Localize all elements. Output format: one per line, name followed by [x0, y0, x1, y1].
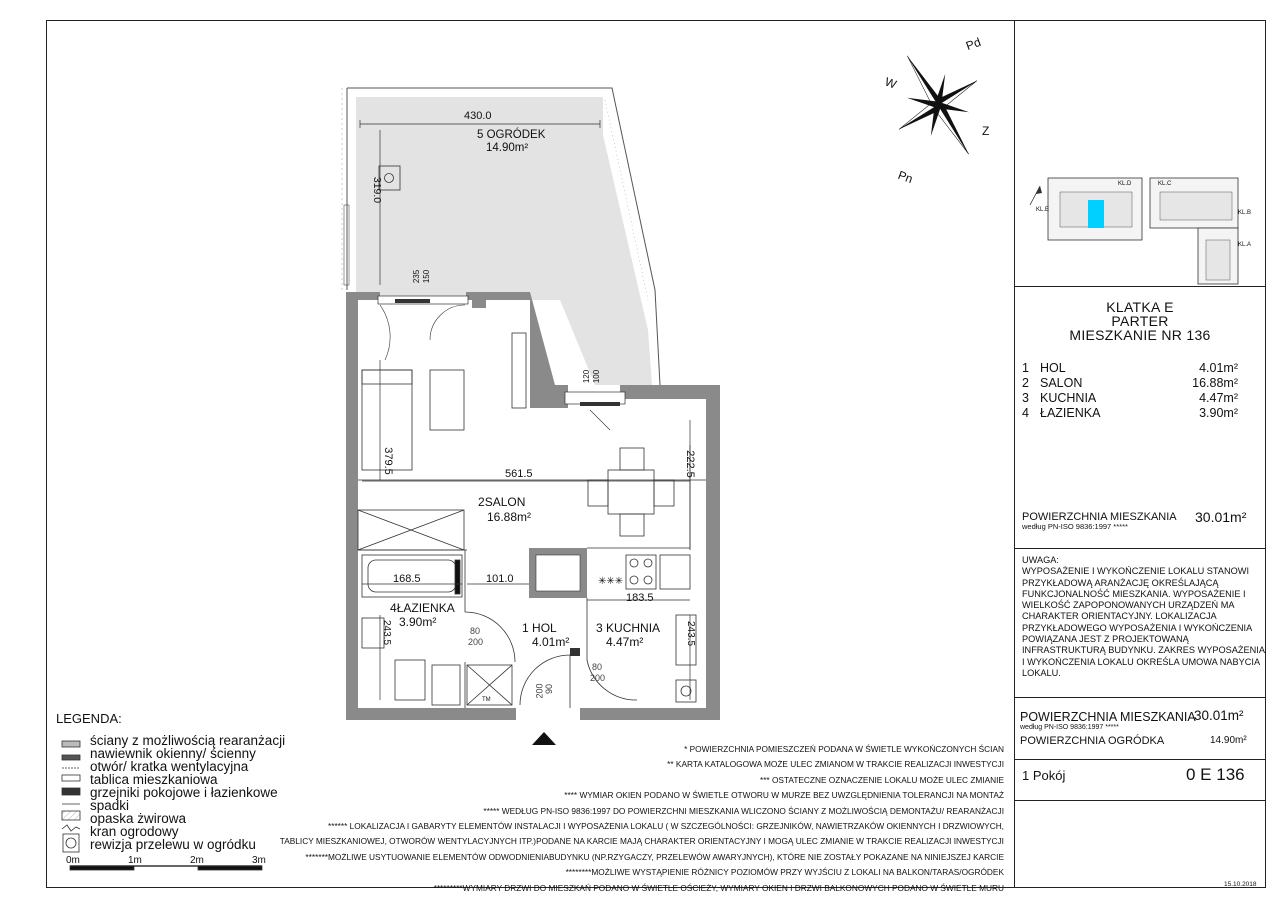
area-label: POWIERZCHNIA MIESZKANIA	[1022, 511, 1177, 523]
bath-area: 3.90m²	[399, 615, 437, 629]
keyplan-label: KL.E	[1036, 207, 1050, 213]
dim-salon-right: 222.5	[683, 450, 696, 478]
building-keyplan	[1030, 178, 1238, 284]
garden-label: 5 OGRÓDEK	[477, 129, 546, 141]
dim-salon-height: 379.5	[381, 447, 394, 475]
keyplan-label: KL.C	[1158, 181, 1172, 187]
area-value: 30.01m²	[1195, 509, 1247, 525]
dim-garden-depth: 319.0	[371, 176, 384, 204]
legend-item: grzejniki pokojowe i łazienkowe	[90, 785, 278, 800]
bath-label: 4ŁAZIENKA	[390, 601, 455, 615]
dim-entry-door-a: 90	[544, 683, 555, 695]
dim-hall-width: 101.0	[486, 573, 514, 585]
room-row: 4 ŁAZIENKA 3.90m²	[1022, 406, 1238, 420]
footnotes: * POWIERZCHNIA POMIESZCZEŃ PODANA W ŚWIETLE WYKOŃCZONYCH ŚCIAN ** KARTA KATALOGOWA MOŻE ULEC ZMIANOM W TRAKCIE REALIZACJI INWESTYCJI *** OSTATECZNE OZNACZENIE LOKALU MOŻE ULEC ZMIANIE **** WYMIAR OKIEN PODANO W ŚWIETLE OTWORU W MURZE BEZ UWZGLĘDNIENIA TOLERANCJI NA MONTAŻ ***** WEDŁUG PN-ISO 9836:1997 DO POWIERZCHNI MIESZKANIA WLICZONO ŚCIANY Z MOŻLIWOŚCIĄ DEMONTAŻU/ REARANŻACJI ****** LOKALIZACJA I GABARYTY ELEMENTÓW INSTALACJI I WYPOSAŻENIA LOKALU ( W SZCZEGÓLNOŚCI: GRZEJNIKÓW, NAWIETRZAKÓW OKIENNYCH I DRZWIOWYCH, TABLICY MIESZKANIOWEJ, OTWORÓW WENTYLACYJNYCH ITP.)PODANE NA KARCIE MAJĄ CHARAKTER ORIENTACYJNY I MOGĄ ULEC ZMIANIE W TRAKCIE REALIZACJI INWESTYCJI *******MOŻLIWE USYTUOWANIE ELEMENTÓW ODWODNIENIABUDYNKU (NP.RZYGACZY, PRZELEWÓW AWARYJNYCH), KTÓRE NIE ZOSTAŁY POKAZANE NA NINIEJSZEJ KARCIE ********MOŻLIWE WYSTĄPIENIE RÓŻNICY POZIOMÓW PRZY WYJŚCIU Z LOKALI NA BALKON/TARAS/OGRÓDEK *********WYMIARY DRZWI DO MIESZKAŃ PODANO W ŚWIETLE OŚCIEŻY, WYMIARY OKIEN I DRZWI BALKONOWYCH PODANO W ŚWIETLE MURU	[279, 744, 1004, 893]
legend-item: otwór/ kratka wentylacyjna	[90, 759, 249, 774]
legend-item: tablica mieszkaniowa	[90, 772, 218, 787]
dim-window-1a: 150	[422, 269, 432, 284]
kitchen-area: 4.47m²	[606, 635, 644, 649]
legend	[56, 711, 122, 726]
garden-area-label: POWIERZCHNIA OGRÓDKA	[1020, 735, 1165, 747]
legend-item: opaska żwirowa	[90, 811, 187, 826]
apartment-panel: TM	[482, 697, 491, 703]
dim-entry-door-b: 200	[534, 683, 545, 699]
legend-item: kran ogrodowy	[90, 824, 179, 839]
dim-window-1b: 235	[412, 269, 422, 284]
dim-kitchen-door-b: 200	[590, 673, 606, 683]
legend-item: nawiewnik okienny/ ścienny	[90, 746, 256, 761]
keyplan-label: KL.D	[1118, 181, 1132, 187]
hall-label: 1 HOL	[522, 621, 557, 635]
summary-area-value: 30.01m²	[1194, 708, 1244, 723]
dim-bath-door-b: 200	[468, 637, 484, 647]
compass-rose	[868, 31, 1007, 178]
entry-door-marker	[570, 648, 580, 656]
salon-label: 2SALON	[478, 495, 526, 509]
salon-area: 16.88m²	[487, 510, 532, 524]
legend-item: ściany z możliwością rearanżacji	[90, 733, 286, 748]
garden-area-value: 14.90m²	[1210, 735, 1247, 746]
dim-kitchen-door-a: 80	[592, 662, 603, 672]
dim-window-2a: 100	[592, 369, 602, 384]
window-salon	[565, 392, 625, 430]
dim-bath-width: 168.5	[393, 573, 421, 585]
room-row: 1 HOL 4.01m²	[1022, 361, 1238, 375]
dim-bath-door-a: 80	[470, 626, 481, 636]
drawing-date: 15.10.2018	[1224, 881, 1257, 888]
dim-kitchen-width: 183.5	[626, 592, 654, 604]
scale-tick: 2m	[190, 855, 204, 866]
summary-area-label: POWIERZCHNIA MIESZKANIA	[1020, 710, 1196, 724]
compass-north: Pn	[896, 167, 915, 187]
dim-garden-width: 430.0	[464, 110, 492, 122]
apartment-code: 0 E 136	[1186, 765, 1245, 784]
legend-item: spadki	[90, 798, 130, 813]
summary-area-standard: według PN-ISO 9836:1997 *****	[1020, 724, 1119, 731]
legend-title: LEGENDA:	[56, 711, 122, 726]
rooms-count: 1 Pokój	[1022, 768, 1066, 783]
kitchen-label: 3 KUCHNIA	[596, 621, 661, 635]
garden-area: 14.90m²	[486, 142, 529, 154]
area-standard: według PN-ISO 9836:1997 *****	[1022, 522, 1128, 531]
keyplan-label: KL.A	[1238, 242, 1252, 248]
compass-south: Pd	[964, 34, 983, 54]
electric-panel: ✳✳✳	[598, 576, 624, 587]
legend-item: rewizja przelewu w ogródku	[90, 837, 256, 852]
staircase-title: KLATKA E	[1106, 299, 1174, 315]
hall-area: 4.01m²	[532, 635, 570, 649]
apartment-highlight	[1088, 200, 1104, 228]
scale-tick: 3m	[252, 855, 266, 866]
compass-west: W	[882, 74, 899, 92]
compass-east: Z	[982, 124, 990, 138]
keyplan-label: KL.B	[1238, 210, 1252, 216]
window-garden	[378, 296, 468, 360]
apartment-title: MIESZKANIE NR 136	[1069, 327, 1211, 343]
floor-title: PARTER	[1111, 313, 1169, 329]
dim-bath-height: 243.5	[381, 619, 393, 646]
room-row: 2 SALON 16.88m²	[1022, 376, 1238, 390]
scale-tick: 0m	[66, 855, 80, 866]
dim-salon-width: 561.5	[505, 468, 533, 480]
scale-tick: 1m	[128, 855, 142, 866]
disclaimer-note: UWAGA: WYPOSAŻENIE I WYKOŃCZENIE LOKALU STANOWI PRZYKŁADOWĄ ARANŻACJĘ OKREŚLAJĄCĄ FUNKCJONALNOŚĆ MIESZKANIA. WYPOSAŻENIE I WIELKOŚĆ ZAPOPONOWANYCH URZĄDZEŃ MA CHARAKTER ORIENTACYJNY. LOKALIZACJA PRZYKŁADOWEGO WYPOSAŻENIA I WYKOŃCZENIA POWIĄZANA JEST Z PROJEKTOWANĄ INFRASTRUKTURĄ BUDYNKU. ZAKRES WYPOSAŻENIA I WYKOŃCZENIA LOKALU OKREŚLA UMOWA NABYCIA LOKALU.	[1022, 555, 1265, 678]
dim-kitchen-height: 243.5	[685, 620, 697, 647]
dim-window-2b: 120	[582, 369, 592, 384]
room-row: 3 KUCHNIA 4.47m²	[1022, 391, 1238, 405]
